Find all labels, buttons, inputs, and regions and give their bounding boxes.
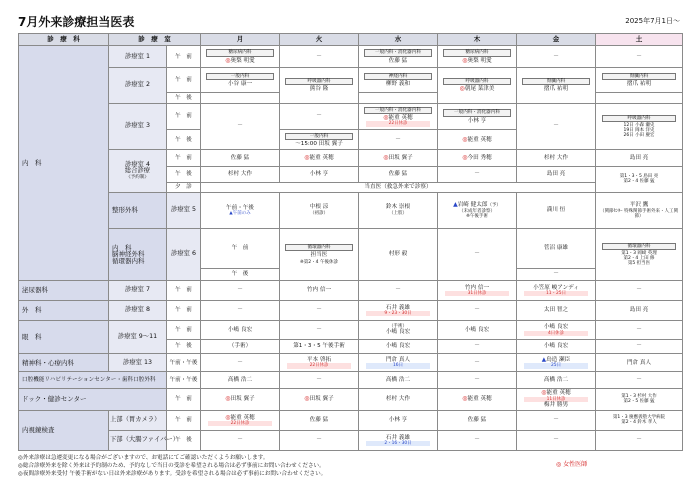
doctor-name: 第1・3 杉村 大作 (621, 394, 657, 400)
doctor-name: 奥梨 明愛 (230, 57, 255, 64)
cell-tue: － (280, 46, 359, 68)
cell-mon (280, 192, 359, 229)
doctor-name: 柳野 義和 (385, 80, 411, 87)
dept-ganka: 眼 科 (19, 321, 109, 354)
schedule-table (18, 33, 683, 451)
cell-tue (280, 150, 359, 167)
cell-wed: 高橋 浩二 (359, 372, 438, 389)
cell-sat: － (596, 372, 683, 389)
cell-tue: 村形 毅 (359, 229, 438, 281)
header-row (19, 34, 683, 46)
period-allday: 午前・午後 (167, 354, 201, 372)
doctor-note: （未成年者診察） (459, 208, 495, 214)
period-allday (201, 192, 280, 229)
footnote: ◎総合診療外来を除く外来は予約制のため、予約なしで当日の受診を希望される場合は必ず事前にお問い合わせください。 (18, 463, 325, 469)
table-row (19, 281, 683, 301)
cell-sat (596, 410, 683, 430)
cell-thu: 菅沼 康雄 (517, 229, 596, 269)
female-doctor-icon: ◎ (541, 389, 547, 397)
closure-badge: 22日休診 (208, 421, 272, 426)
dept-seishin: 精神科・心療内科 (19, 354, 109, 372)
dept-hinyo: 泌尿器科 (19, 281, 109, 301)
closure-badge: 9・23・30日 (366, 311, 430, 316)
doctor-name: 今田 秀穂 (467, 155, 492, 161)
dept-naika: 内 科 (19, 46, 109, 281)
cell-sat (596, 68, 683, 92)
cell-thu: － (438, 301, 517, 321)
cell-thu (438, 150, 517, 167)
doctor-name: 26日 小田 慶宏 (623, 133, 655, 139)
cell-wed (359, 103, 438, 130)
doctor-name: 第1・3 岡﨑 英理 (621, 251, 657, 257)
specialty-tag: 循環器内科 (602, 243, 676, 250)
room-label: 《予約制》 (126, 174, 149, 180)
header-room: 診 療 室 (109, 34, 201, 46)
cell-sat: － (596, 430, 683, 450)
specialty-tag: 一般内科 (285, 133, 352, 140)
period-am: 午 前 (167, 410, 201, 430)
cell-wed (359, 92, 438, 103)
table-row (19, 46, 683, 68)
female-doctor-icon: ◎ (225, 395, 231, 403)
specialty-tag: 呼吸器内科 (285, 78, 352, 85)
doctor-name: 梅井 勝男 (543, 401, 569, 408)
doctor-name: 小林 亨 (467, 117, 487, 124)
cell-thu (438, 130, 517, 150)
doctor-name: 能重 英穂 (467, 396, 492, 403)
cell-tue: － (280, 301, 359, 321)
date-badge: 25日 (524, 363, 588, 368)
cell-mon: － (201, 354, 280, 372)
doctor-name: ◎能重 英穂 (541, 389, 571, 397)
female-doctor-icon: ◎ (462, 56, 468, 64)
specialty-tag: 一般内科 (206, 73, 273, 80)
cell-thu (438, 281, 517, 301)
cell-fri: 太田 智之 (517, 301, 596, 321)
cell-mon: － (201, 281, 280, 301)
doctor-name: 摺爪 祐明 (626, 80, 652, 87)
table-row (19, 430, 683, 450)
header-mon: 月 (201, 34, 280, 46)
evening-note: 当直医（救急外来で診察） (201, 182, 596, 192)
cell-fri (596, 192, 683, 229)
room-label: 診療室 4 (125, 161, 150, 169)
doctor-name: 平本 啓拓 (306, 356, 332, 363)
female-doctor-icon: ◎ (459, 85, 465, 93)
cell-wed (359, 68, 438, 92)
dept-geka: 外 科 (19, 301, 109, 321)
cell-wed (359, 354, 438, 372)
dept-label: 循環器内科 (112, 256, 145, 265)
room-upper: 上部（胃カメラ） (109, 410, 167, 430)
female-doctor-icon: ◎ (225, 413, 231, 421)
cell-fri (517, 321, 596, 340)
cell-thu (438, 103, 517, 130)
dept-naishikyo: 内視鏡検査 (19, 410, 109, 450)
cell-tue: － (280, 103, 359, 130)
specialty-tag: 一般内科・消化器内科 (364, 49, 431, 56)
cell-wed: 杉村 大作 (359, 388, 438, 410)
cell-mon (201, 46, 280, 68)
cell-tue (280, 68, 359, 103)
room-6: 診療室 6 (167, 229, 201, 281)
cell-fri: － (517, 410, 596, 430)
cell-tue: － (280, 430, 359, 450)
doctor-name: 小嶋 良宏 (385, 329, 411, 336)
header-wed: 水 (359, 34, 438, 46)
cell-wed: 佐藤 猛 (359, 167, 438, 183)
cell-fri (517, 388, 596, 410)
female-doctor-icon: ◎ (304, 154, 310, 161)
cell-fri: 小嶋 良宏 (517, 339, 596, 353)
period-evening: 夕 診 (167, 182, 201, 192)
doctor-name: 石井 義雄 (385, 434, 411, 441)
cell-mon: （手術） (201, 339, 280, 353)
doctor-note: （関節ｾﾝﾀｰ 特殊関節手術外来・人工関節） (600, 208, 678, 219)
date-badge: 16日 (366, 363, 430, 368)
doctor-name: 小谷 康一 (227, 80, 253, 87)
doctor-name: ◎能重 英穂 (225, 413, 255, 421)
cell-wed (359, 301, 438, 321)
specialty-tag: 腎臓内科 (522, 78, 589, 85)
table-row (19, 229, 683, 269)
period-am: 午 前 (167, 388, 201, 410)
doctor-name: 能重 英穂 (467, 136, 492, 143)
doctor-name: 朝尾 菜津美 (464, 86, 495, 93)
doctor-name: 田坂 翼子 (388, 155, 413, 161)
header-fri: 金 (517, 34, 596, 46)
doctor-note: ※第2・4 午後休診 (300, 259, 338, 265)
table-row (19, 388, 683, 410)
date-badge: 2・16・30日 (366, 441, 430, 446)
cell-mon: － (201, 430, 280, 450)
cell-thu: 小嶋 良宏 (438, 321, 517, 340)
cell-mon (201, 410, 280, 430)
cell-wed: 小林 亨 (359, 410, 438, 430)
cell-mon (201, 92, 280, 103)
cell-tue (280, 130, 359, 150)
sat-evening-note: 第1・3・5 島田 亮 (619, 174, 659, 180)
room-label: 総合診療 (124, 167, 151, 175)
doctor-note: ※午後手術 (466, 213, 488, 219)
female-doctor-icon: ◎ (225, 56, 231, 64)
cell-thu: － (438, 430, 517, 450)
female-doctor-icon: ◎ (462, 154, 468, 161)
triangle-icon: ▲ (453, 201, 458, 209)
doctor-name: ～15:00 田坂 翼子 (295, 140, 343, 147)
period-pm: 午 後 (201, 269, 280, 281)
room-2: 診療室 2 (109, 68, 167, 103)
cell-fri: 高橋 浩二 (517, 372, 596, 389)
room-5: 診療室 5 (167, 192, 201, 229)
doctor-name: ▲岩崎 健太郎（予） (453, 201, 501, 209)
room-13: 診療室 13 (109, 354, 167, 372)
effective-date: 2025年7月1日～ (625, 17, 680, 25)
cell-wed (359, 321, 438, 340)
cell-thu: － (438, 354, 517, 372)
table-row (19, 410, 683, 430)
female-doctor-icon: ◎ (383, 113, 389, 121)
period-am: 午 前 (201, 229, 280, 269)
closure-badge: 22日休診 (366, 121, 430, 126)
cell-fri: － (517, 430, 596, 450)
cell-wed: － (359, 281, 438, 301)
cell-mon (201, 68, 280, 92)
doctor-name: 熊谷 隆 (309, 86, 329, 93)
room-lower: 下部（大腸ファイバー） (109, 430, 167, 450)
cell-sat: － (596, 46, 683, 68)
cell-thu (438, 68, 517, 103)
cell-mon: 小嶋 良宏 (201, 321, 280, 340)
date-badge: 11・25日 (524, 291, 588, 296)
doctor-note: （上肢） (389, 211, 407, 217)
doctor-name: 小笠原 峻アンディ (533, 284, 579, 291)
doctor-name: 担当医 (310, 252, 328, 259)
specialty-tag: 神経内科 (364, 73, 431, 80)
table-row (19, 103, 683, 130)
cell-wed: 小嶋 良宏 (359, 339, 438, 353)
period-pm: 午 後 (167, 167, 201, 183)
period-am: 午 前 (167, 301, 201, 321)
doctor-name: 第2・5 佐藤 猛 (623, 399, 655, 405)
dept-dock: ドック・健診センター (19, 388, 167, 410)
cell-fri (517, 281, 596, 301)
room-4 (109, 150, 167, 192)
cell-mon (280, 229, 359, 281)
specialty-tag: 一般内科・消化器内科 (364, 107, 431, 114)
doctor-name: 竹内 信一 (464, 284, 490, 291)
cell-mon: 佐藤 猛 (201, 150, 280, 167)
doctor-name: 第1・3 慶應義塾大学病院 (612, 415, 666, 421)
cell-tue (280, 354, 359, 372)
doctor-name: 能重 英穂 (309, 155, 334, 161)
doctor-name: 中根 涼 (309, 203, 329, 210)
period-pm: 午 後 (167, 339, 201, 353)
table-row (19, 192, 683, 229)
cell-tue: － (280, 321, 359, 340)
page-title: 7月外来診療担当医表 (18, 15, 135, 29)
specialty-tag: 腎臓内科 (602, 73, 676, 80)
cell-tue: － (280, 372, 359, 389)
doctor-name: 佐藤 猛 (388, 57, 408, 64)
doctor-name: 小嶋 良宏 (543, 324, 569, 331)
period-am: 午 前 (167, 150, 201, 167)
doctor-name: 鈴木 崇根 (385, 203, 411, 210)
closure-badge: 22日休診 (287, 363, 351, 368)
footnote: ◎外来診療は急遽変更になる場合がございますので、お電話にてご確認いただくようお願いします。 (18, 455, 269, 461)
cell-sat: 島田 亮 (596, 150, 683, 167)
closure-badge: 31日休診 (445, 291, 509, 296)
doctor-name: 12日 小森 瀬史 (623, 123, 655, 129)
cell-fri: － (517, 46, 596, 68)
cell-sat: 島田 亮 (596, 301, 683, 321)
table-row (19, 150, 683, 167)
room-9-11: 診療室 9～11 (109, 321, 167, 354)
room-8: 診療室 8 (109, 301, 167, 321)
doctor-name: 能重 英穂 (388, 114, 413, 121)
cell-sat (596, 388, 683, 410)
cell-fri: － (517, 103, 596, 150)
table-row (19, 354, 683, 372)
cell-wed (359, 150, 438, 167)
specialty-tag: 一般内科・消化器内科 (443, 109, 510, 116)
cell-thu: 満川 恒 (517, 192, 596, 229)
cell-sat (596, 92, 683, 103)
specialty-tag: 糖尿病内科 (206, 49, 273, 56)
period-pm: 午 後 (167, 430, 201, 450)
table-row (19, 321, 683, 340)
specialty-tag: 糖尿病内科 (443, 49, 510, 56)
doctor-name: 石井 義雄 (385, 304, 411, 311)
cell-tue (359, 192, 438, 229)
cell-mon: 杉村 大作 (201, 167, 280, 183)
header-dept: 診 療 科 (19, 34, 109, 46)
cell-wed (359, 46, 438, 68)
doctor-name: 田坂 翼子 (309, 396, 334, 403)
period-pm: 午 後 (167, 92, 201, 103)
female-doctor-icon: ◎ (383, 154, 389, 161)
header-sat: 土 (596, 34, 683, 46)
dept-koukuu: 口腔機能リハビリテーションセンター・歯科口腔外科 (19, 372, 167, 389)
cell-mon: － (201, 301, 280, 321)
closure-badge: 4日休診 (524, 331, 588, 336)
cell-thu: － (438, 167, 517, 183)
doctor-name: 第2・4 鈴木 孝人 (621, 420, 657, 426)
cell-fri (517, 354, 596, 372)
period-am: 午 前 (167, 281, 201, 301)
period-pm: 午 後 (167, 130, 201, 150)
doctor-name: ▲鳥造 瀬臣 (541, 356, 571, 363)
female-doctor-icon: ◎ (462, 395, 468, 403)
footnote: ◎夜間診療外来受付 午後手術がない日は外来診療があります。受診を希望される場合は必ず事前にお問い合わせください。 (18, 471, 327, 477)
specialty-tag: 循環器内科 (285, 244, 352, 251)
cell-sat: － (596, 339, 683, 353)
table-row (19, 68, 683, 92)
dept-label: 脳神経外科 (112, 250, 145, 259)
period-am: 午 前 (167, 46, 201, 68)
female-doctor-icon: ◎ (462, 135, 468, 143)
cell-fri: 杉村 大作 (517, 150, 596, 167)
cell-mon: － (201, 103, 280, 150)
period-label: 午前・午後 (226, 204, 254, 211)
room-1: 診療室 1 (109, 46, 167, 68)
cell-tue: 竹内 信一 (280, 281, 359, 301)
cell-wed (438, 192, 517, 229)
doctor-name: 奥梨 明愛 (467, 57, 492, 64)
cell-thu (438, 46, 517, 68)
female-doctor-legend: ◎ 女性医師 (556, 461, 588, 468)
period-allday: 午前・午後 (167, 372, 201, 389)
cell-tue: 小林 亨 (280, 167, 359, 183)
doctor-name: 平沢 鷹 (629, 202, 649, 209)
doctor-name: 田坂 翼子 (230, 396, 255, 403)
cell-sat: 門倉 真人 (596, 354, 683, 372)
doctor-name: 19日 岡本 洋史 (623, 128, 655, 134)
triangle-icon: ▲ (541, 356, 547, 363)
sat-evening-note: 第2・4 佐藤 猛 (623, 179, 655, 185)
cell-wed: － (359, 130, 438, 150)
dept-seikei: 整形外科 (109, 192, 167, 229)
specialty-tag: 呼吸器内科 (443, 78, 510, 85)
room-7: 診療室 7 (109, 281, 167, 301)
specialty-tag: 呼吸器内科 (602, 115, 676, 122)
closure-badge: 11日休診 (524, 397, 588, 402)
doctor-note: （手術） (389, 324, 407, 330)
doctor-name: 第5 担当医 (627, 261, 651, 267)
doctor-note: （初診） (310, 211, 328, 217)
cell-thu: 佐藤 猛 (438, 410, 517, 430)
period-am: 午 前 (167, 103, 201, 130)
header-tue: 火 (280, 34, 359, 46)
period-am: 午 前 (167, 68, 201, 92)
cell-sat: － (596, 281, 683, 301)
cell-wed: － (438, 229, 517, 281)
table-row (19, 301, 683, 321)
doctor-name: 門倉 真人 (385, 356, 411, 363)
cell-tue (280, 388, 359, 410)
cell-mon: 高橋 浩二 (201, 372, 280, 389)
doctor-name: 第2・4 上田 修 (623, 256, 655, 262)
room-3: 診療室 3 (109, 103, 167, 150)
period-am: 午 前 (167, 321, 201, 340)
female-doctor-icon: ◎ (304, 395, 310, 403)
cell-thu (438, 388, 517, 410)
am-only-note: ▲午前のみ (229, 211, 251, 216)
table-row (19, 372, 683, 389)
cell-mon (201, 388, 280, 410)
cell-thu: － (438, 372, 517, 389)
cell-sat (596, 167, 683, 192)
cell-tue: 第1・3・5 午後手術 (280, 339, 359, 353)
header-thu: 木 (438, 34, 517, 46)
dept-noushin: 内 科 脳神経外科 循環器内科 (109, 229, 167, 281)
cell-tue: 佐藤 猛 (280, 410, 359, 430)
cell-fri: 島田 亮 (517, 167, 596, 183)
cell-wed (359, 430, 438, 450)
cell-thu: － (517, 269, 596, 281)
cell-sat: － (596, 321, 683, 340)
cell-thu: － (438, 339, 517, 353)
cell-fri (596, 229, 683, 281)
doctor-name: 摺爪 祐明 (543, 86, 569, 93)
cell-sat (596, 103, 683, 150)
cell-fri (517, 68, 596, 103)
